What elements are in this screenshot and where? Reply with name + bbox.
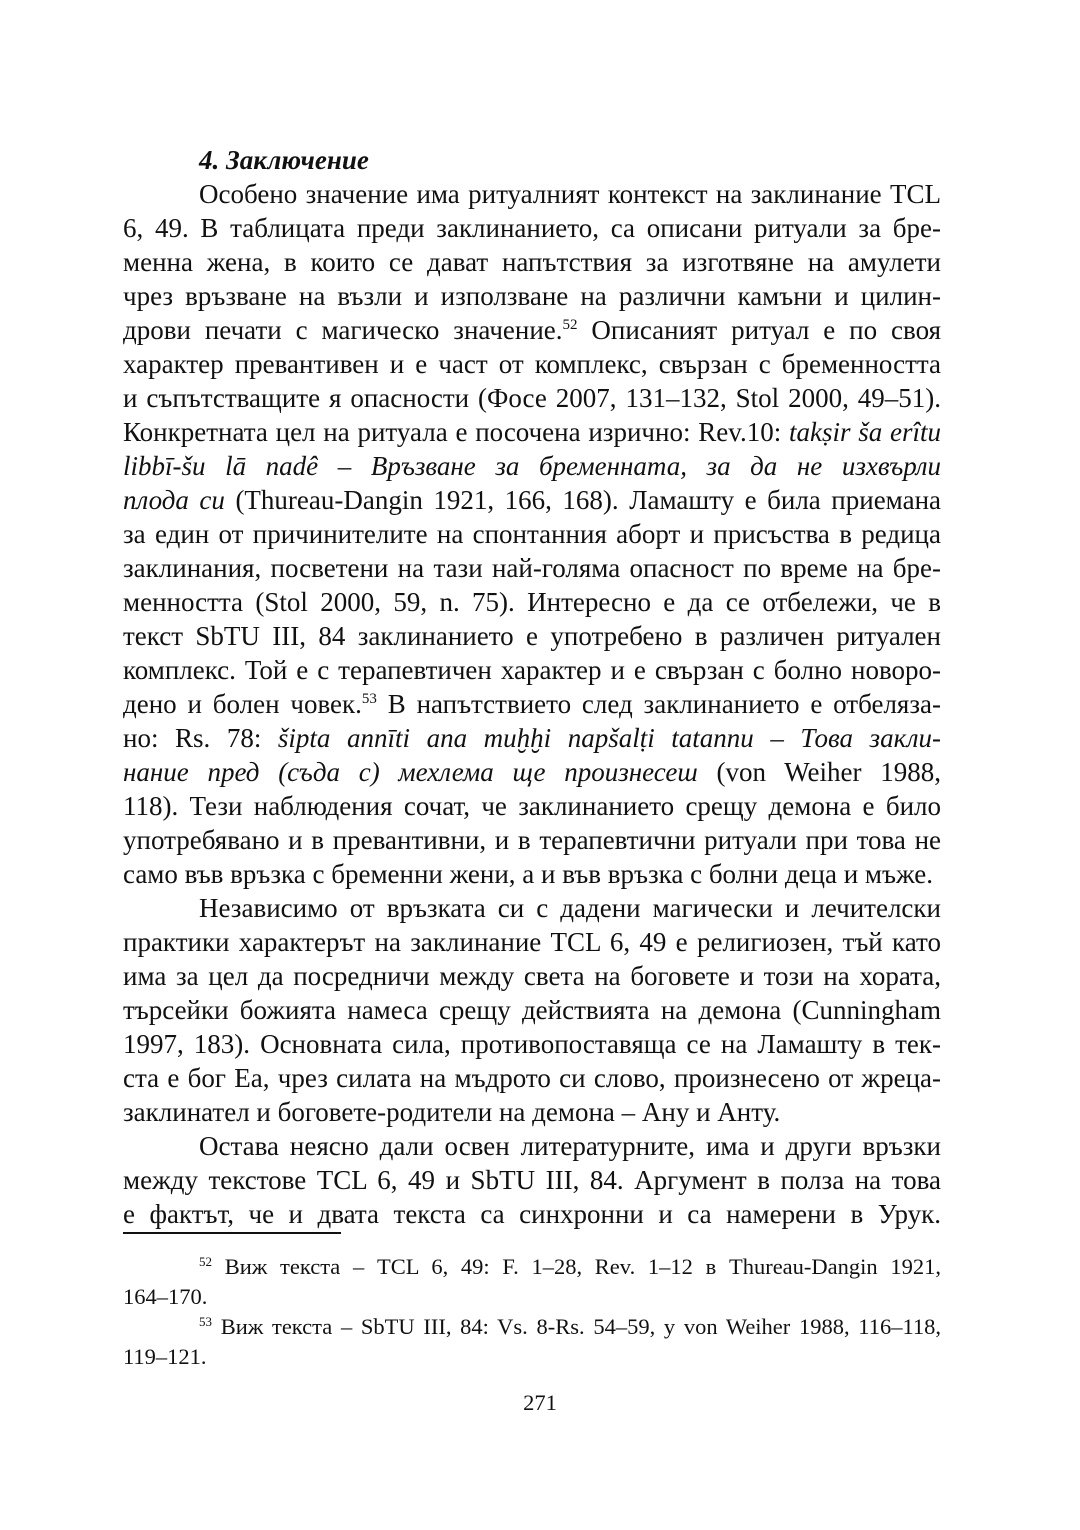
paragraph-line: но: Rs. 78: šipta annīti ana muḫḫi napšalṭi tatannu – Това закли- — [123, 723, 942, 753]
paragraph-line: Остава неясно дали освен литературните, има и други връзки — [199, 1131, 941, 1161]
paragraph-line: има за цел да посредничи между света на боговете и този на хората, — [123, 961, 941, 991]
footnote-53: $^{53}$ Виж текста – SbTU III, 84: Vs. 8-Rs. 54–59, у von Weiher 1988, 116–118, — [199, 1314, 941, 1339]
paragraph-line: между текстове TCL 6, 49 и SbTU III, 84. Аргумент в полза на това — [123, 1165, 941, 1195]
paragraph-line: libbī-šu lā nadê – Връзване за бременната, за да не изхвърли — [123, 451, 941, 481]
paragraph-line: Независимо от връзката си с дадени магически и лечителски — [199, 893, 941, 923]
paragraph-line: плода си (Thureau-Dangin 1921, 166, 168). Ламашту е била приемана — [123, 485, 942, 515]
paragraph-line: и съпътстващите я опасности (Фосе 2007, 131–132, Stol 2000, 49–51). — [123, 383, 941, 413]
footnote-separator — [123, 1232, 341, 1234]
paragraph-line: заклинател и боговете-родители на демона – Ану и Анту. — [123, 1097, 781, 1127]
paragraph-line: менна жена, в които се дават напътствия за изготвяне на амулети — [123, 247, 941, 277]
footnote-52: $^{52}$ Виж текста – TCL 6, 49: F. 1–28, Rev. 1–12 в Thureau-Dangin 1921, — [199, 1254, 941, 1279]
paragraph-line: нание пред (съда с) мехлема ще произнесеш (von Weiher 1988, — [123, 757, 941, 787]
paragraph-line: менността (Stol 2000, 59, n. 75). Интересно е да се отбележи, че в — [123, 587, 941, 617]
paragraph-line: комплекс. Той е с терапевтичен характер и е свързан с болно новоро- — [123, 655, 941, 685]
paragraph-line: 118). Тези наблюдения сочат, че заклинанието срещу демона е било — [123, 791, 941, 821]
footnote-52-cont: 164–170. — [123, 1284, 208, 1309]
footnote-ref-53[interactable]: 53 — [361, 691, 377, 707]
paragraph-line: текст SbTU III, 84 заклинанието е употребено в различен ритуален — [123, 621, 941, 651]
footnote-53-cont: 119–121. — [123, 1344, 207, 1369]
paragraph-line: дено и болен човек.$^{53}$ В напътствието след заклинанието е отбелязa- — [123, 689, 941, 719]
paragraph-line: само във връзка с бременни жени, а и във връзка с болни деца и мъже. — [123, 859, 933, 889]
paragraph-line: дрови печати с магическо значение.$^{52}$ Описаният ритуал е по своя — [123, 315, 941, 345]
paragraph-line: ста е бог Еа, чрез силата на мъдрото си слово, произнесено от жреца- — [123, 1063, 941, 1093]
paragraph-line: 1997, 183). Основната сила, противопоставяща се на Ламашту в тек- — [123, 1029, 941, 1059]
footnote-ref-52[interactable]: 52 — [562, 317, 578, 333]
paragraph-line: е фактът, че и двата текста са синхронни и са намерени в Урук. — [123, 1199, 941, 1229]
paragraph-line: чрез връзване на възли и използване на различни камъни и цилин- — [123, 281, 941, 311]
section-heading: 4. Заключение — [199, 145, 369, 175]
paragraph-line: търсейки божията намеса срещу действията на демона (Cunningham — [123, 995, 941, 1025]
paragraph-line: характер превантивен и е част от комплекс, свързан с бременността — [123, 349, 941, 379]
page-number: 271 — [523, 1390, 557, 1415]
paragraph-line: практики характерът на заклинание TCL 6, 49 е религиозен, тъй като — [123, 927, 941, 957]
paragraph-line: 6, 49. В таблицата преди заклинанието, са описани ритуали за бре- — [123, 213, 941, 243]
paragraph-line: употребявано и в превантивни, и в терапевтични ритуали при това не — [123, 825, 941, 855]
paragraph-line: Конкретната цел на ритуала е посочена изрично: Rev.10: takṣir ša erîtu — [123, 417, 941, 447]
paragraph-line: за един от причинителите на спонтанния аборт и присъства в редица — [123, 519, 941, 549]
paragraph-line: заклинания, посветени на тази най-голяма опасност по време на бре- — [123, 553, 941, 583]
paragraph-line: Особено значение има ритуалният контекст на заклинание TCL — [199, 179, 941, 209]
